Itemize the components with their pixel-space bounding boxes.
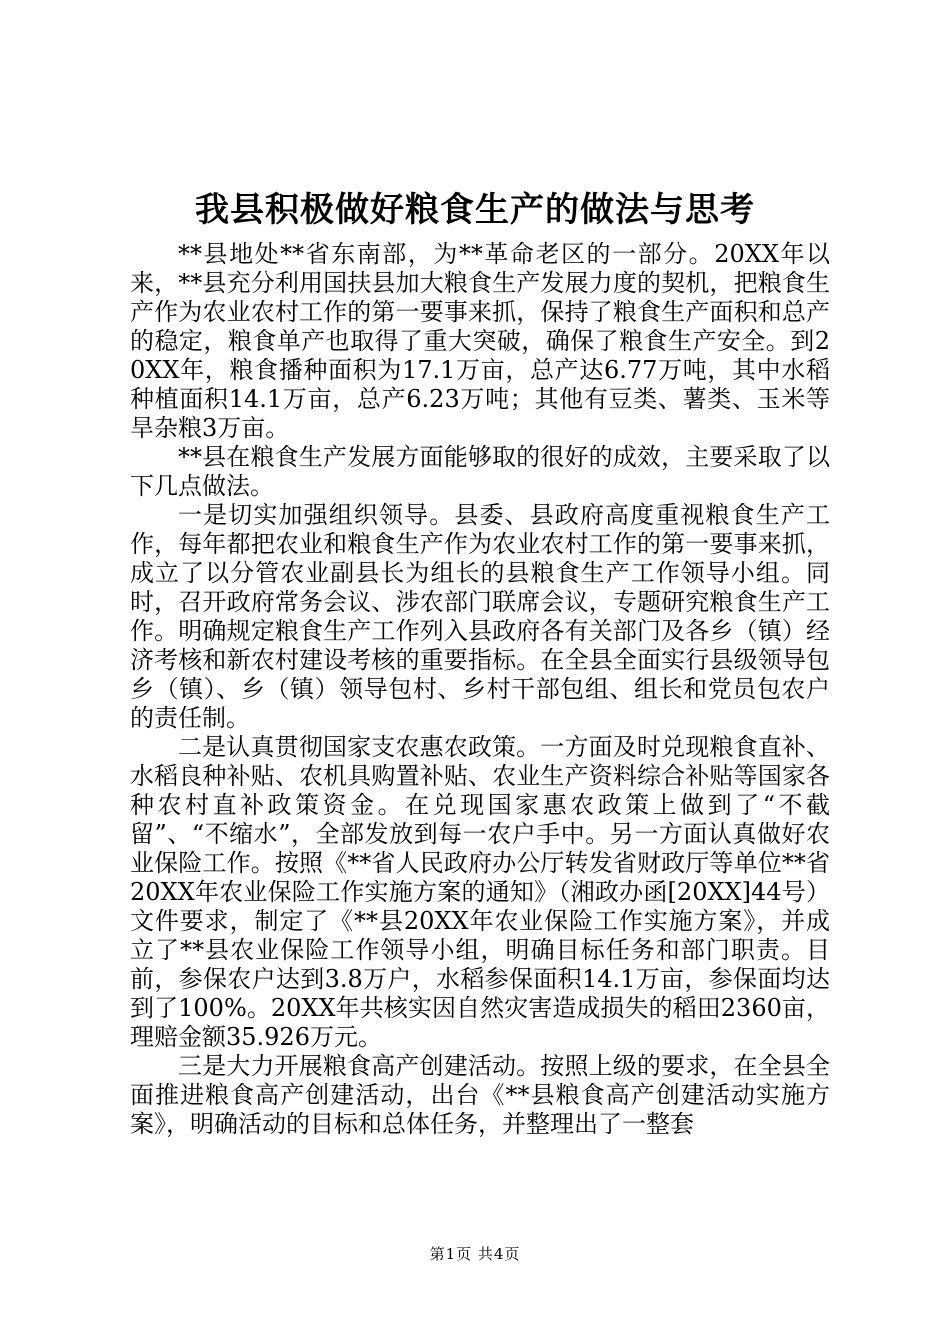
paragraph-4: 二是认真贯彻国家支农惠农政策。一方面及时兑现粮食直补、水稻良种补贴、农机具购置补贴、农业生产资料综合补贴等国家各种农村直补政策资金。在兑现国家惠农政策上做到了“不截留”、“不缩水”，全部发放到每一农户手中。另一方面认真做好农业保险工作。按照《**省人民政府办公厅转发省财政厅等单位**省20XX年农业保险工作实施方案的通知》（湘政办函[20XX]44号）文件要求，制定了《**县20XX年农业保险工作实施方案》，并成立了**县农业保险工作领导小组，明确目标任务和部门职责。目前，参保农户达到3.8万户，水稻参保面积14.1万亩，参保面均达到了100%。20XX年共核实因自然灾害造成损失的稻田2360亩，理赔金额35.926万元。 [130, 733, 830, 1051]
paragraph-3: 一是切实加强组织领导。县委、县政府高度重视粮食生产工作，每年都把农业和粮食生产作为农业农村工作的第一要事来抓，成立了以分管农业副县长为组长的县粮食生产工作领导小组。同时，召开政府常务会议、涉农部门联席会议，专题研究粮食生产工作。明确规定粮食生产工作列入县政府各有关部门及各乡（镇）经济考核和新农村建设考核的重要指标。在全县全面实行县级领导包乡（镇）、乡（镇）领导包村、乡村干部包组、组长和党员包农户的责任制。 [130, 501, 830, 732]
document-title: 我县积极做好粮食生产的做法与思考 [195, 190, 755, 230]
paragraph-5: 三是大力开展粮食高产创建活动。按照上级的要求，在全县全面推进粮食高产创建活动，出台《**县粮食高产创建活动实施方案》，明确活动的目标和总体任务，并整理出了一整套 [130, 1052, 830, 1138]
paragraph-2: **县在粮食生产发展方面能够取的很好的成效，主要采取了以下几点做法。 [130, 443, 830, 500]
page-number: 第1页 共4页 [429, 1245, 521, 1263]
paragraph-1: **县地处**省东南部，为**革命老区的一部分。20XX年以来，**县充分利用国扶县加大粮食生产发展力度的契机，把粮食生产作为农业农村工作的第一要事来抓，保持了粮食生产面积和总产的稳定，粮食单产也取得了重大突破，确保了粮食生产安全。到20XX年，粮食播种面积为17.1万亩，总产达6.77万吨，其中水稻种植面积14.1万亩，总产6.23万吨；其他有豆类、薯类、玉米等旱杂粮3万亩。 [130, 240, 830, 442]
document-body [130, 240, 830, 1139]
